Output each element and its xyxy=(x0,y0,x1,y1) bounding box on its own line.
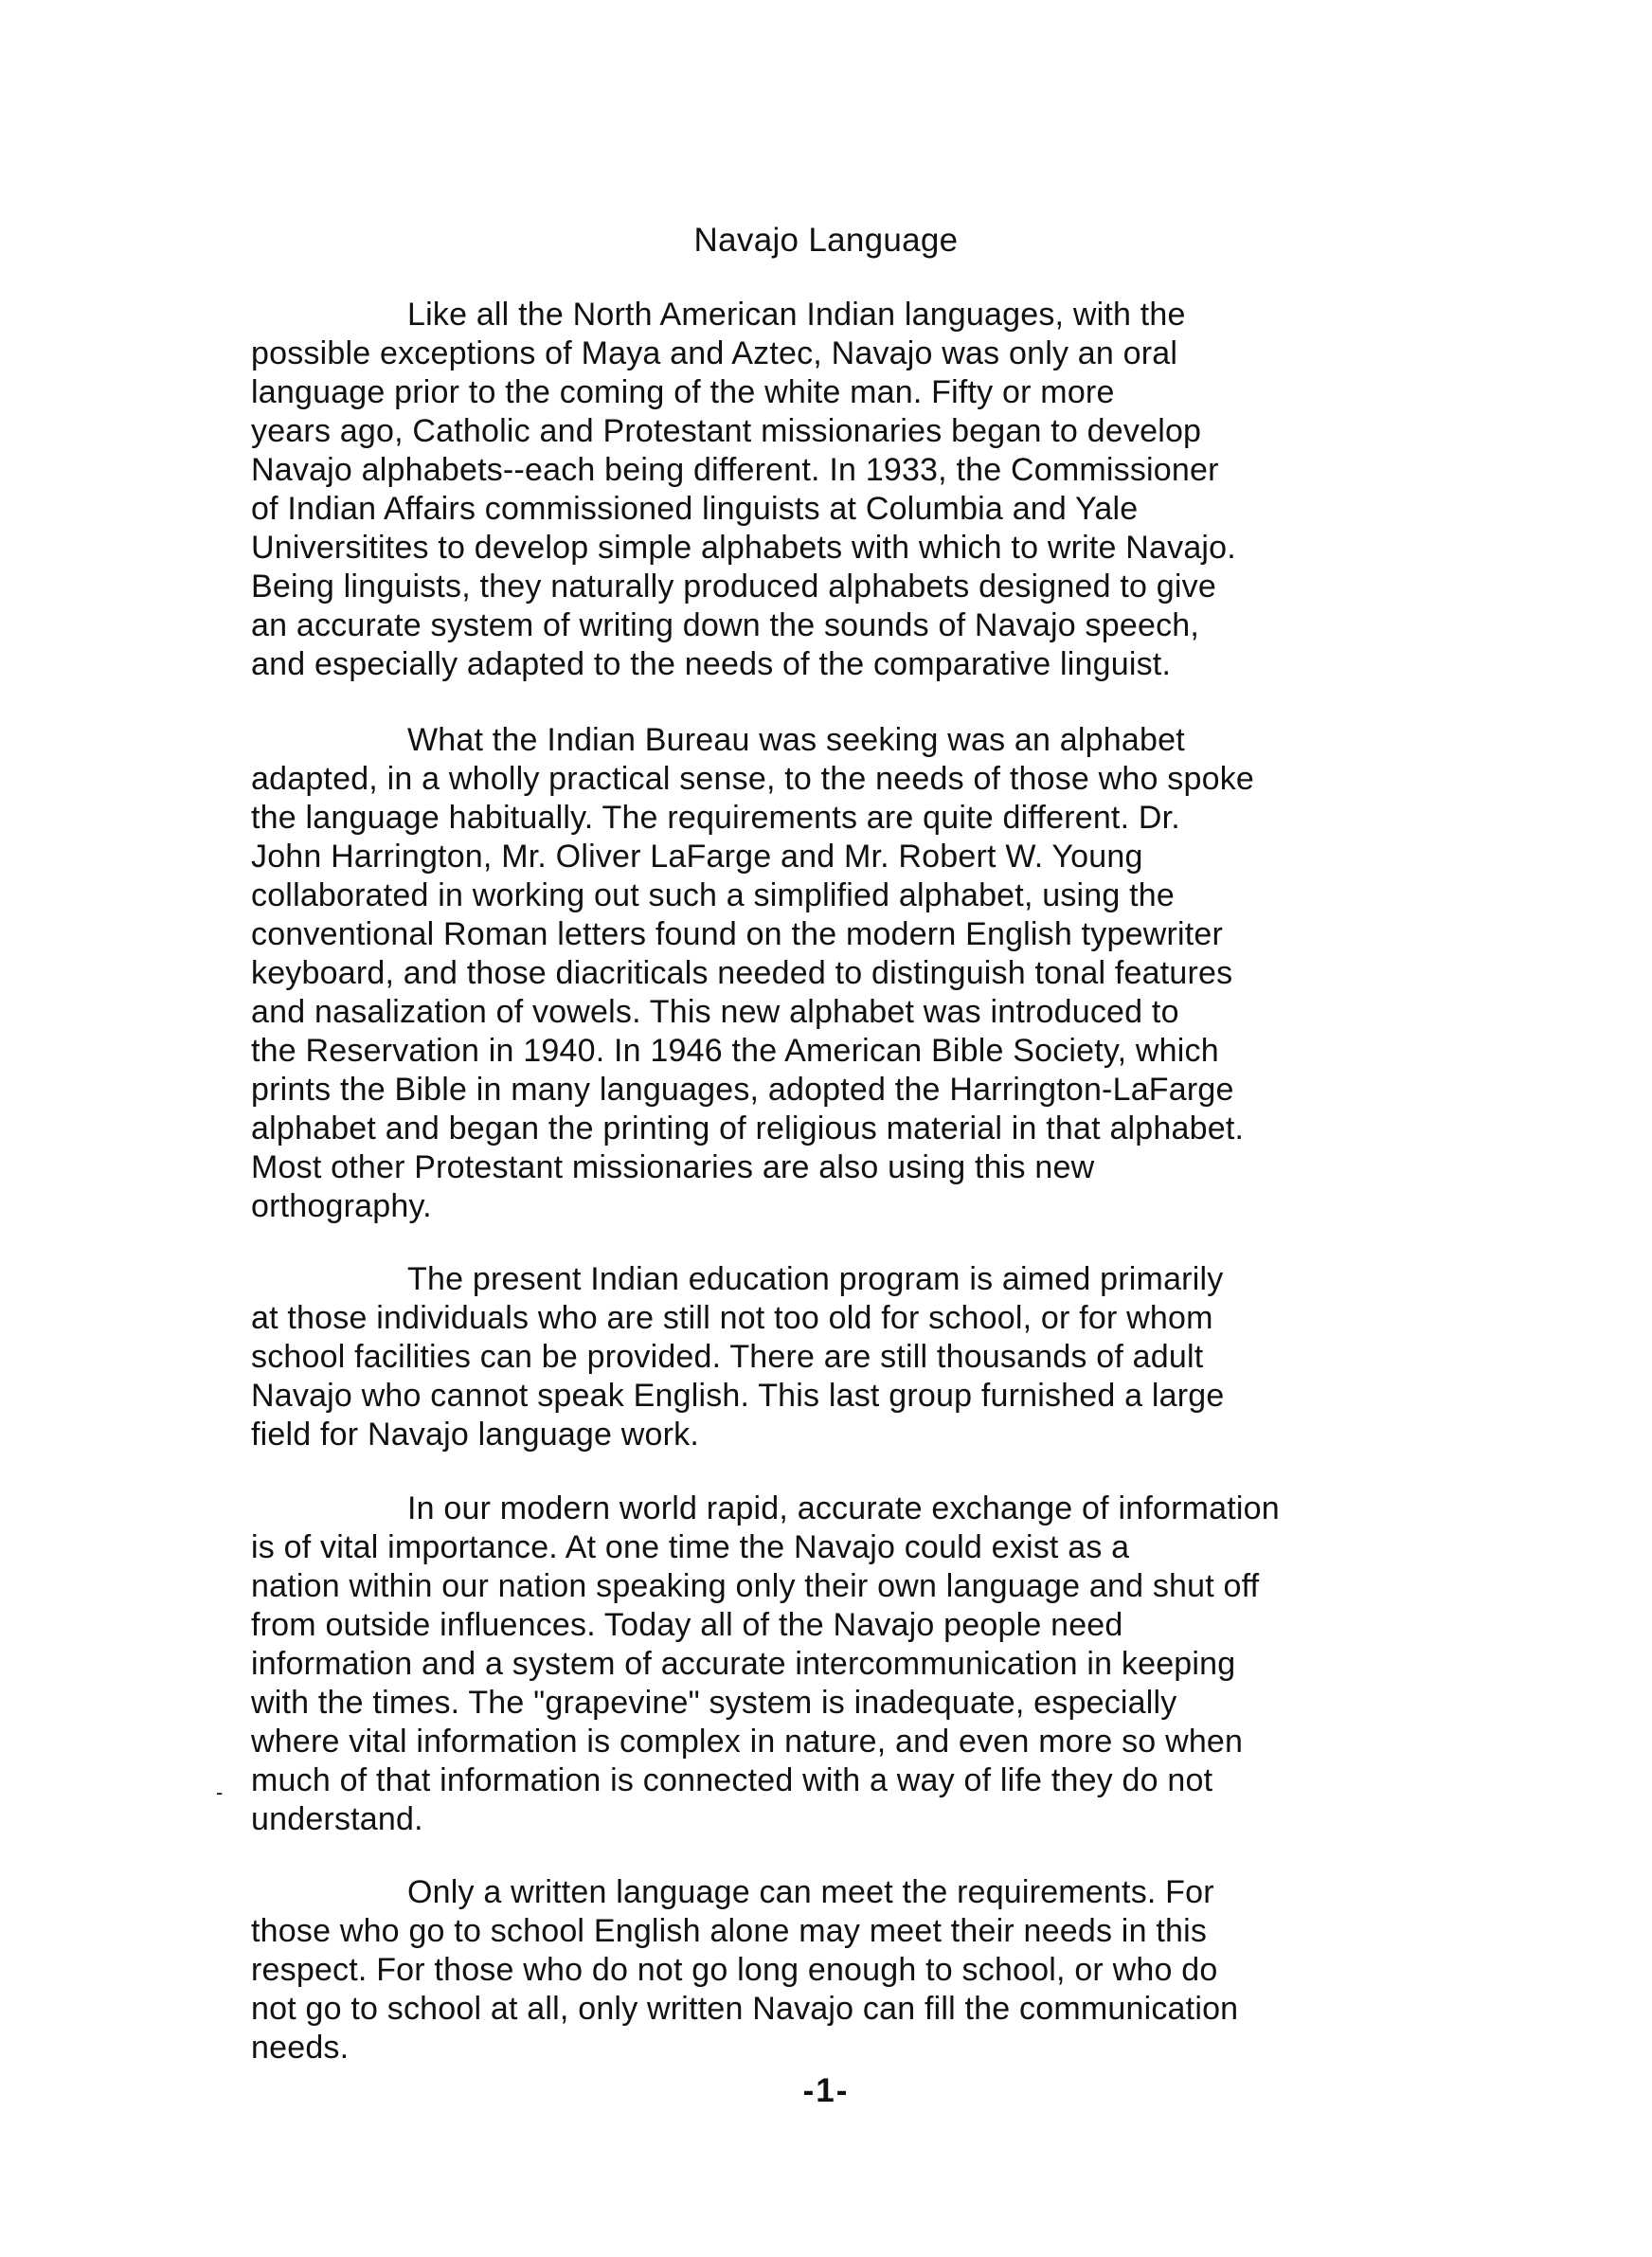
text-line: the language habitually. The requirements are quite different. Dr. xyxy=(251,800,1180,836)
text-line: with the times. The "grapevine" system is inadequate, especially xyxy=(251,1685,1177,1721)
text-line: alphabet and began the printing of religious material in that alphabet. xyxy=(251,1110,1245,1147)
text-line: school facilities can be provided. There are still thousands of adult xyxy=(251,1339,1204,1375)
text-line: needs. xyxy=(251,2030,350,2066)
text-line: and nasalization of vowels. This new alphabet was introduced to xyxy=(251,994,1179,1030)
paragraph-4 xyxy=(251,1490,1482,1839)
text-line: What the Indian Bureau was seeking was an alphabet xyxy=(407,722,1185,758)
text-line: Navajo who cannot speak English. This last group furnished a large xyxy=(251,1378,1225,1414)
text-line: information and a system of accurate intercommunication in keeping xyxy=(251,1646,1236,1682)
text-line: an accurate system of writing down the sounds of Navajo speech, xyxy=(251,607,1200,643)
text-line: not go to school at all, only written Navajo can fill the communication xyxy=(251,1991,1239,2027)
text-line: conventional Roman letters found on the modern English typewriter xyxy=(251,916,1224,952)
text-line: the Reservation in 1940. In 1946 the American Bible Society, which xyxy=(251,1033,1219,1069)
text-line: nation within our nation speaking only their own language and shut off xyxy=(251,1568,1260,1604)
text-line: Being linguists, they naturally produced alphabets designed to give xyxy=(251,569,1216,605)
text-line: Only a written language can meet the requirements. For xyxy=(407,1874,1214,1910)
text-line: Universitites to develop simple alphabets with which to write Navajo. xyxy=(251,530,1236,566)
text-line: language prior to the coming of the white man. Fifty or more xyxy=(251,374,1115,410)
text-line: orthography. xyxy=(251,1188,432,1224)
text-line: from outside influences. Today all of the Navajo people need xyxy=(251,1607,1123,1643)
text-line: Like all the North American Indian languages, with the xyxy=(407,297,1186,333)
text-line: and especially adapted to the needs of the comparative linguist. xyxy=(251,646,1172,682)
text-line: prints the Bible in many languages, adopted the Harrington-LaFarge xyxy=(251,1072,1234,1108)
text-line: Most other Protestant missionaries are also using this new xyxy=(251,1149,1095,1185)
text-line: respect. For those who do not go long enough to school, or who do xyxy=(251,1952,1218,1988)
paragraph-5 xyxy=(251,1873,1482,2067)
page-number: -1- xyxy=(802,2072,850,2109)
page-title: Navajo Language xyxy=(693,222,959,259)
paragraph-1 xyxy=(251,296,1482,684)
text-line: much of that information is connected with a way of life they do not xyxy=(251,1762,1213,1798)
paragraph-3 xyxy=(251,1260,1482,1454)
text-line: those who go to school English alone may meet their needs in this xyxy=(251,1913,1208,1949)
margin-mark: - xyxy=(216,1780,224,1804)
text-line: field for Navajo language work. xyxy=(251,1417,700,1453)
text-line: is of vital importance. At one time the Navajo could exist as a xyxy=(251,1529,1130,1565)
text-line: of Indian Affairs commissioned linguists at Columbia and Yale xyxy=(251,491,1139,527)
text-line: John Harrington, Mr. Oliver LaFarge and Mr. Robert W. Young xyxy=(251,839,1143,875)
text-line: In our modern world rapid, accurate exchange of information xyxy=(407,1490,1280,1526)
text-line: adapted, in a wholly practical sense, to the needs of those who spoke xyxy=(251,761,1255,797)
paragraph-2 xyxy=(251,721,1482,1226)
text-line: possible exceptions of Maya and Aztec, Navajo was only an oral xyxy=(251,335,1178,371)
text-line: where vital information is complex in nature, and even more so when xyxy=(251,1724,1244,1760)
text-line: years ago, Catholic and Protestant missionaries began to develop xyxy=(251,413,1202,449)
text-line: Navajo alphabets--each being different. In 1933, the Commissioner xyxy=(251,452,1219,488)
text-line: at those individuals who are still not too old for school, or for whom xyxy=(251,1300,1213,1336)
text-line: understand. xyxy=(251,1801,423,1837)
text-line: keyboard, and those diacriticals needed to distinguish tonal features xyxy=(251,955,1233,991)
text-line: collaborated in working out such a simplified alphabet, using the xyxy=(251,877,1176,913)
text-line: The present Indian education program is aimed primarily xyxy=(407,1261,1224,1297)
